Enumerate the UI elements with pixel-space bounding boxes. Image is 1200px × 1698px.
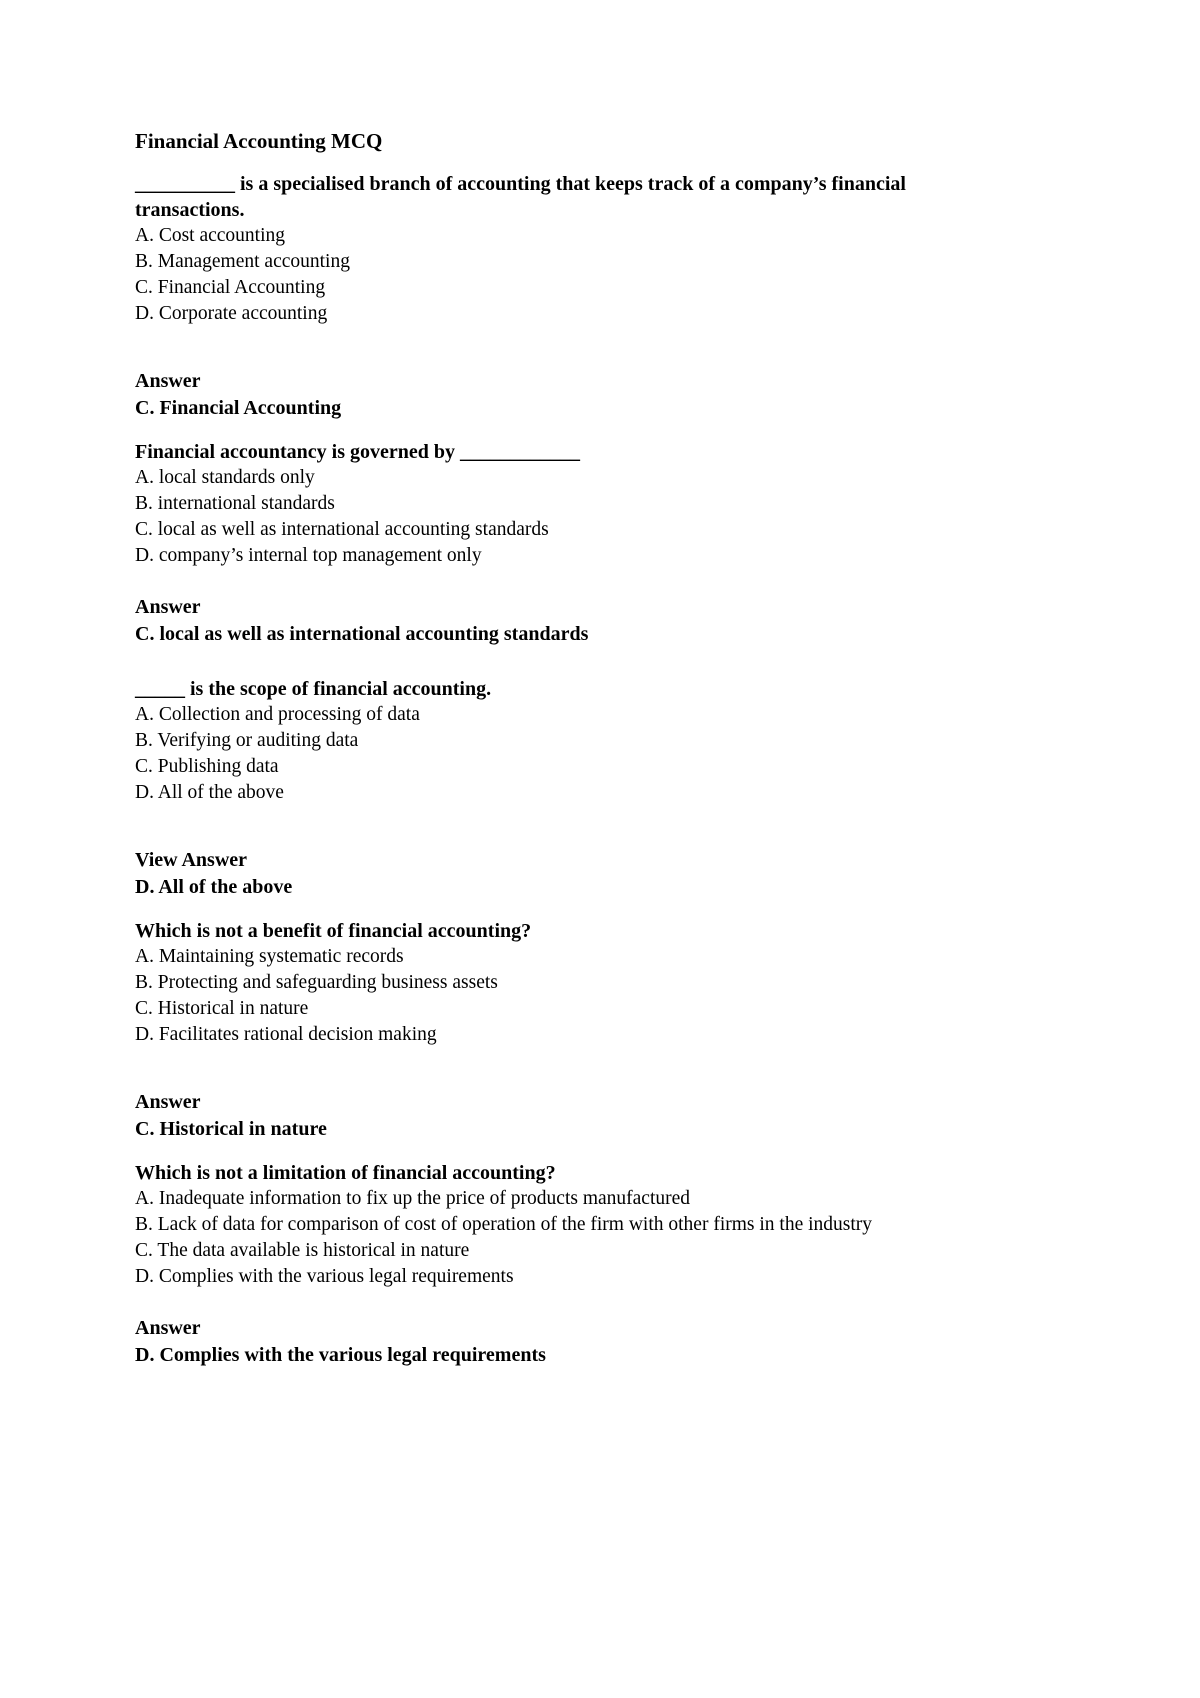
answer-block [135, 1089, 930, 1143]
option-d: D. Corporate accounting [135, 303, 328, 324]
options-list [135, 465, 930, 569]
question-text: Which is not a limitation of financial accounting? [135, 1162, 556, 1184]
question-text: __________ is a specialised branch of accounting that keeps track of a company’s financial transactions. [135, 173, 906, 221]
answer-label: Answer [135, 596, 201, 618]
option-c: C. Publishing data [135, 756, 279, 777]
options-list [135, 944, 930, 1048]
question-text: Financial accountancy is governed by ____________ [135, 441, 581, 463]
question-block-2 [135, 439, 930, 648]
options-list [135, 1186, 930, 1290]
option-a: A. Inadequate information to fix up the price of products manufactured [135, 1188, 691, 1209]
answer-text: C. Historical in nature [135, 1118, 327, 1140]
option-c: C. Historical in nature [135, 998, 309, 1019]
answer-block [135, 594, 930, 648]
option-b: B. international standards [135, 493, 335, 514]
options-list [135, 223, 930, 327]
answer-label: View Answer [135, 849, 248, 871]
option-b: B. Protecting and safeguarding business assets [135, 972, 498, 993]
answer-block [135, 847, 930, 901]
option-a: A. Maintaining systematic records [135, 946, 404, 967]
question-text: _____ is the scope of financial accounting. [135, 678, 492, 700]
option-b: B. Lack of data for comparison of cost of operation of the firm with other firms in the industry [135, 1214, 873, 1235]
option-a: A. Collection and processing of data [135, 704, 420, 725]
option-b: B. Management accounting [135, 251, 350, 272]
answer-text: D. All of the above [135, 876, 293, 898]
question-block-1 [135, 171, 930, 422]
option-d: D. Complies with the various legal requirements [135, 1266, 514, 1287]
answer-text: D. Complies with the various legal requirements [135, 1344, 546, 1366]
answer-block [135, 368, 930, 422]
question-text: Which is not a benefit of financial accounting? [135, 920, 532, 942]
option-d: D. All of the above [135, 782, 284, 803]
answer-label: Answer [135, 1091, 201, 1113]
question-block-3 [135, 676, 930, 901]
option-c: C. local as well as international accounting standards [135, 519, 549, 540]
answer-block [135, 1315, 930, 1369]
question-block-4 [135, 918, 930, 1143]
option-c: C. The data available is historical in nature [135, 1240, 470, 1261]
option-d: D. company’s internal top management only [135, 545, 482, 566]
answer-text: C. Financial Accounting [135, 397, 342, 419]
options-list [135, 702, 930, 806]
answer-text: C. local as well as international accounting standards [135, 623, 589, 645]
answer-label: Answer [135, 370, 201, 392]
option-a: A. local standards only [135, 467, 315, 488]
document-title: Financial Accounting MCQ [135, 129, 383, 153]
option-a: A. Cost accounting [135, 225, 286, 246]
question-block-5 [135, 1160, 930, 1369]
option-b: B. Verifying or auditing data [135, 730, 359, 751]
option-c: C. Financial Accounting [135, 277, 326, 298]
option-d: D. Facilitates rational decision making [135, 1024, 437, 1045]
answer-label: Answer [135, 1317, 201, 1339]
